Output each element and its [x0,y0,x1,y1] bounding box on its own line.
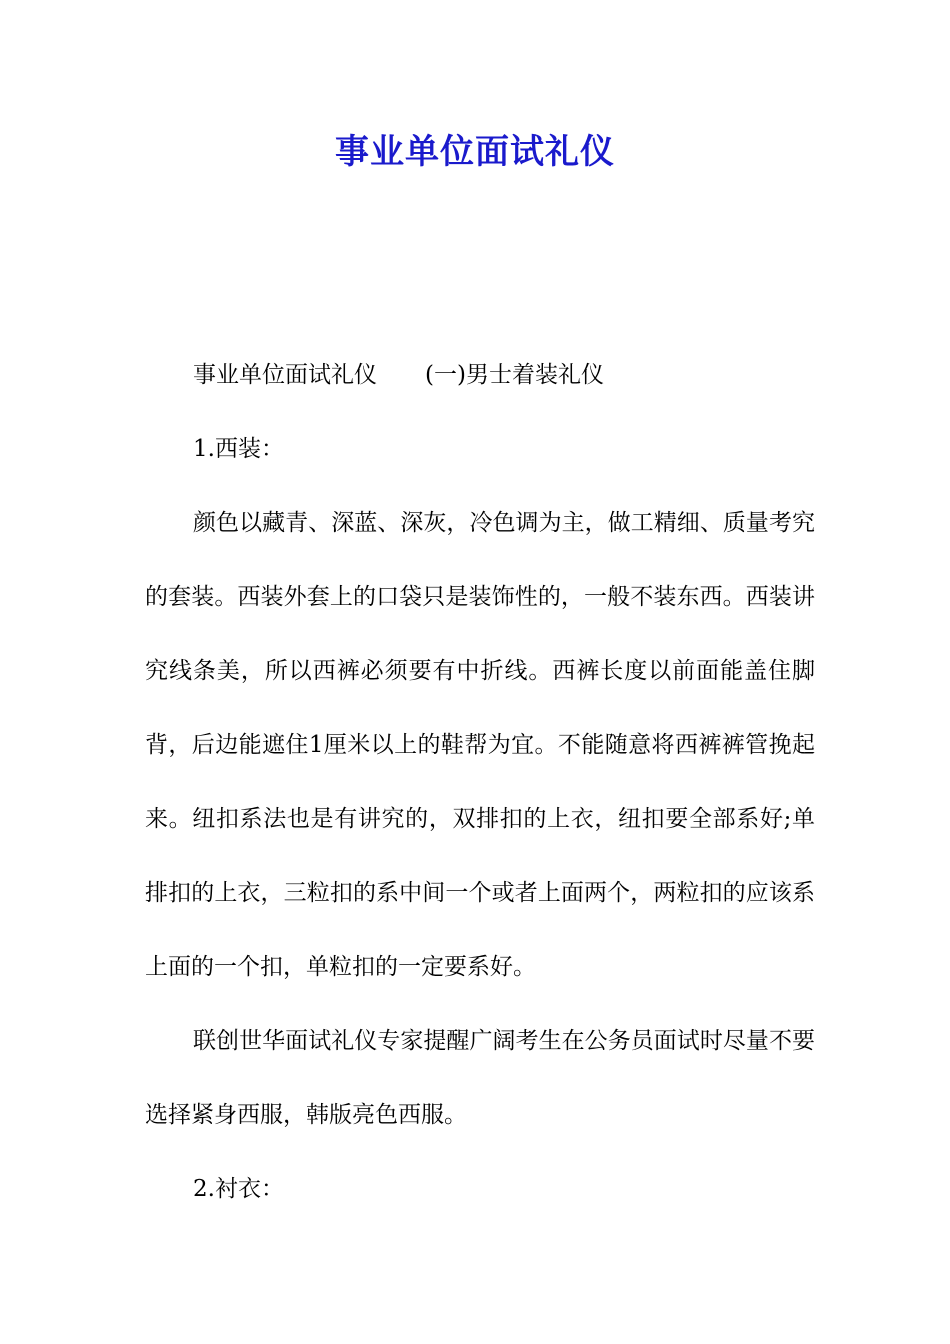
paragraph-section-suit: 1.西装： [193,436,284,462]
paragraph-suit-details: 颜色以藏青、深蓝、深灰，冷色调为主，做工精细、质量考究的套装。西装外套上的口袋只是装饰性的，一般不装东西。西装讲究线条美，所以西裤必须要有中折线。西裤长度以前面能盖住脚背，后边能遮住1厘米以上的鞋帮为宜。不能随意将西裤裤管挽起来。纽扣系法也是有讲究的，双排扣的上衣，纽扣要全部系好;单排扣的上衣，三粒扣的系中间一个或者上面两个，两粒扣的应该系上面的一个扣，单粒扣的一定要系好。 [145,510,815,980]
heading-line-right: (一)男士着装礼仪 [425,362,604,388]
paragraph-section-shirt: 2.衬衣： [193,1176,284,1202]
heading-line-left: 事业单位面试礼仪 [193,362,377,388]
heading-line [145,338,815,412]
document-body [145,338,815,1226]
paragraph-expert-tip: 联创世华面试礼仪专家提醒广阔考生在公务员面试时尽量不要选择紧身西服，韩版亮色西服。 [145,1028,815,1128]
document-title: 事业单位面试礼仪 [335,132,615,172]
